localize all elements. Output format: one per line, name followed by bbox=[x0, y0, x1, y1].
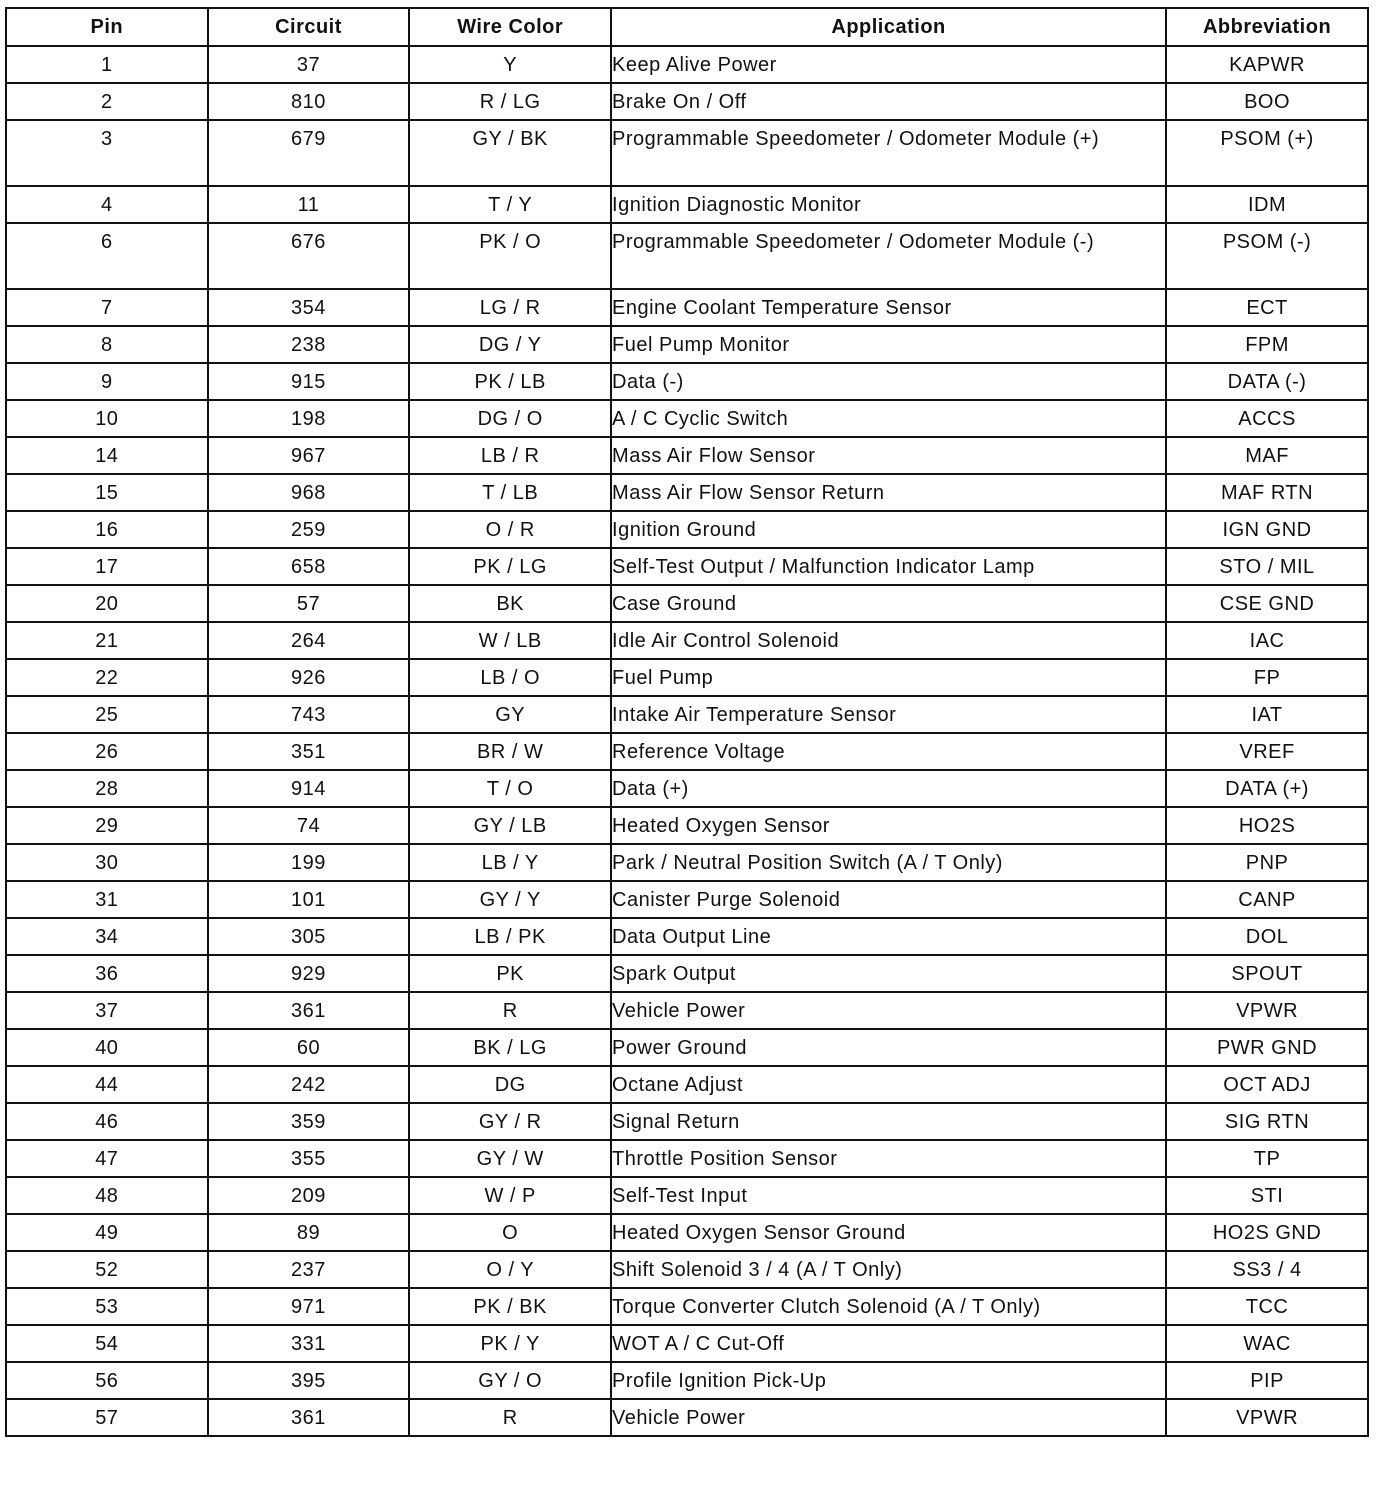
cell-wire-color: PK bbox=[409, 955, 611, 992]
table-row bbox=[6, 1362, 1368, 1399]
cell-circuit: 209 bbox=[208, 1177, 410, 1214]
cell-abbreviation: MAF RTN bbox=[1166, 474, 1368, 511]
cell-application: Vehicle Power bbox=[611, 1399, 1166, 1436]
cell-abbreviation: FP bbox=[1166, 659, 1368, 696]
cell-abbreviation: PNP bbox=[1166, 844, 1368, 881]
cell-application: Throttle Position Sensor bbox=[611, 1140, 1166, 1177]
cell-pin: 22 bbox=[6, 659, 208, 696]
cell-application: Data Output Line bbox=[611, 918, 1166, 955]
cell-application: Idle Air Control Solenoid bbox=[611, 622, 1166, 659]
cell-circuit: 57 bbox=[208, 585, 410, 622]
cell-abbreviation: PIP bbox=[1166, 1362, 1368, 1399]
cell-wire-color: PK / LG bbox=[409, 548, 611, 585]
cell-circuit: 237 bbox=[208, 1251, 410, 1288]
table-row bbox=[6, 585, 1368, 622]
cell-circuit: 101 bbox=[208, 881, 410, 918]
cell-abbreviation: DOL bbox=[1166, 918, 1368, 955]
cell-abbreviation: SIG RTN bbox=[1166, 1103, 1368, 1140]
cell-circuit: 361 bbox=[208, 1399, 410, 1436]
table-row bbox=[6, 992, 1368, 1029]
cell-application: Ignition Diagnostic Monitor bbox=[611, 186, 1166, 223]
cell-pin: 40 bbox=[6, 1029, 208, 1066]
cell-pin: 26 bbox=[6, 733, 208, 770]
table-row bbox=[6, 46, 1368, 83]
cell-wire-color: W / LB bbox=[409, 622, 611, 659]
cell-circuit: 89 bbox=[208, 1214, 410, 1251]
pin-assignment-table bbox=[5, 7, 1369, 1437]
cell-pin: 53 bbox=[6, 1288, 208, 1325]
cell-application: Shift Solenoid 3 / 4 (A / T Only) bbox=[611, 1251, 1166, 1288]
cell-pin: 4 bbox=[6, 186, 208, 223]
cell-wire-color: PK / LB bbox=[409, 363, 611, 400]
cell-wire-color: R bbox=[409, 1399, 611, 1436]
cell-wire-color: PK / BK bbox=[409, 1288, 611, 1325]
table-row bbox=[6, 1066, 1368, 1103]
table-body bbox=[6, 46, 1368, 1436]
header-application: Application bbox=[611, 8, 1166, 46]
cell-abbreviation: IAT bbox=[1166, 696, 1368, 733]
cell-circuit: 971 bbox=[208, 1288, 410, 1325]
cell-wire-color: GY / R bbox=[409, 1103, 611, 1140]
table-row bbox=[6, 186, 1368, 223]
table-row bbox=[6, 733, 1368, 770]
cell-pin: 28 bbox=[6, 770, 208, 807]
cell-circuit: 11 bbox=[208, 186, 410, 223]
cell-abbreviation: STI bbox=[1166, 1177, 1368, 1214]
cell-abbreviation: VPWR bbox=[1166, 1399, 1368, 1436]
table-row bbox=[6, 1140, 1368, 1177]
cell-application: Park / Neutral Position Switch (A / T Only) bbox=[611, 844, 1166, 881]
cell-application: Fuel Pump Monitor bbox=[611, 326, 1166, 363]
cell-wire-color: BK / LG bbox=[409, 1029, 611, 1066]
cell-application: Self-Test Input bbox=[611, 1177, 1166, 1214]
cell-abbreviation: PSOM (-) bbox=[1166, 223, 1368, 289]
table-row bbox=[6, 326, 1368, 363]
cell-pin: 44 bbox=[6, 1066, 208, 1103]
table-row bbox=[6, 363, 1368, 400]
cell-pin: 25 bbox=[6, 696, 208, 733]
cell-pin: 31 bbox=[6, 881, 208, 918]
cell-pin: 3 bbox=[6, 120, 208, 186]
cell-application: Heated Oxygen Sensor bbox=[611, 807, 1166, 844]
table-row bbox=[6, 1103, 1368, 1140]
cell-abbreviation: OCT ADJ bbox=[1166, 1066, 1368, 1103]
cell-circuit: 967 bbox=[208, 437, 410, 474]
cell-abbreviation: TCC bbox=[1166, 1288, 1368, 1325]
cell-abbreviation: VPWR bbox=[1166, 992, 1368, 1029]
cell-application: Case Ground bbox=[611, 585, 1166, 622]
cell-wire-color: BK bbox=[409, 585, 611, 622]
cell-wire-color: R bbox=[409, 992, 611, 1029]
cell-application: Engine Coolant Temperature Sensor bbox=[611, 289, 1166, 326]
cell-circuit: 199 bbox=[208, 844, 410, 881]
cell-wire-color: W / P bbox=[409, 1177, 611, 1214]
table-row bbox=[6, 918, 1368, 955]
cell-pin: 10 bbox=[6, 400, 208, 437]
cell-pin: 57 bbox=[6, 1399, 208, 1436]
cell-abbreviation: TP bbox=[1166, 1140, 1368, 1177]
table-row bbox=[6, 844, 1368, 881]
cell-wire-color: LB / O bbox=[409, 659, 611, 696]
cell-abbreviation: ACCS bbox=[1166, 400, 1368, 437]
cell-pin: 7 bbox=[6, 289, 208, 326]
cell-circuit: 351 bbox=[208, 733, 410, 770]
cell-application: Fuel Pump bbox=[611, 659, 1166, 696]
table-row bbox=[6, 659, 1368, 696]
table-row bbox=[6, 1029, 1368, 1066]
cell-application: Brake On / Off bbox=[611, 83, 1166, 120]
cell-circuit: 679 bbox=[208, 120, 410, 186]
table-row bbox=[6, 1288, 1368, 1325]
cell-pin: 49 bbox=[6, 1214, 208, 1251]
cell-pin: 30 bbox=[6, 844, 208, 881]
cell-abbreviation: MAF bbox=[1166, 437, 1368, 474]
cell-wire-color: GY / W bbox=[409, 1140, 611, 1177]
cell-circuit: 60 bbox=[208, 1029, 410, 1066]
cell-wire-color: DG / O bbox=[409, 400, 611, 437]
cell-wire-color: LG / R bbox=[409, 289, 611, 326]
cell-application: Data (-) bbox=[611, 363, 1166, 400]
cell-pin: 34 bbox=[6, 918, 208, 955]
cell-wire-color: DG / Y bbox=[409, 326, 611, 363]
table-row bbox=[6, 548, 1368, 585]
cell-wire-color: GY bbox=[409, 696, 611, 733]
cell-application: Self-Test Output / Malfunction Indicator Lamp bbox=[611, 548, 1166, 585]
table-row bbox=[6, 696, 1368, 733]
cell-pin: 56 bbox=[6, 1362, 208, 1399]
cell-circuit: 354 bbox=[208, 289, 410, 326]
cell-pin: 54 bbox=[6, 1325, 208, 1362]
cell-circuit: 361 bbox=[208, 992, 410, 1029]
cell-wire-color: LB / PK bbox=[409, 918, 611, 955]
cell-circuit: 242 bbox=[208, 1066, 410, 1103]
cell-wire-color: O / R bbox=[409, 511, 611, 548]
cell-pin: 9 bbox=[6, 363, 208, 400]
cell-wire-color: BR / W bbox=[409, 733, 611, 770]
cell-application: WOT A / C Cut-Off bbox=[611, 1325, 1166, 1362]
cell-application: Vehicle Power bbox=[611, 992, 1166, 1029]
cell-circuit: 743 bbox=[208, 696, 410, 733]
cell-wire-color: DG bbox=[409, 1066, 611, 1103]
cell-circuit: 264 bbox=[208, 622, 410, 659]
cell-application: Heated Oxygen Sensor Ground bbox=[611, 1214, 1166, 1251]
header-circuit: Circuit bbox=[208, 8, 410, 46]
table-row bbox=[6, 622, 1368, 659]
table-row bbox=[6, 437, 1368, 474]
cell-abbreviation: STO / MIL bbox=[1166, 548, 1368, 585]
table-row bbox=[6, 807, 1368, 844]
cell-circuit: 305 bbox=[208, 918, 410, 955]
cell-application: Octane Adjust bbox=[611, 1066, 1166, 1103]
cell-abbreviation: IGN GND bbox=[1166, 511, 1368, 548]
cell-application: Signal Return bbox=[611, 1103, 1166, 1140]
cell-abbreviation: CANP bbox=[1166, 881, 1368, 918]
cell-pin: 47 bbox=[6, 1140, 208, 1177]
cell-pin: 14 bbox=[6, 437, 208, 474]
cell-wire-color: PK / Y bbox=[409, 1325, 611, 1362]
cell-circuit: 355 bbox=[208, 1140, 410, 1177]
cell-application: Data (+) bbox=[611, 770, 1166, 807]
table-row bbox=[6, 289, 1368, 326]
cell-application: Torque Converter Clutch Solenoid (A / T Only) bbox=[611, 1288, 1166, 1325]
cell-abbreviation: WAC bbox=[1166, 1325, 1368, 1362]
cell-abbreviation: IDM bbox=[1166, 186, 1368, 223]
cell-pin: 46 bbox=[6, 1103, 208, 1140]
cell-abbreviation: SS3 / 4 bbox=[1166, 1251, 1368, 1288]
cell-application: Canister Purge Solenoid bbox=[611, 881, 1166, 918]
cell-circuit: 926 bbox=[208, 659, 410, 696]
cell-abbreviation: ECT bbox=[1166, 289, 1368, 326]
cell-abbreviation: BOO bbox=[1166, 83, 1368, 120]
cell-abbreviation: DATA (-) bbox=[1166, 363, 1368, 400]
cell-circuit: 37 bbox=[208, 46, 410, 83]
cell-wire-color: O / Y bbox=[409, 1251, 611, 1288]
table-row bbox=[6, 1325, 1368, 1362]
cell-application: Power Ground bbox=[611, 1029, 1166, 1066]
cell-abbreviation: SPOUT bbox=[1166, 955, 1368, 992]
table-row bbox=[6, 1214, 1368, 1251]
cell-abbreviation: PWR GND bbox=[1166, 1029, 1368, 1066]
cell-circuit: 331 bbox=[208, 1325, 410, 1362]
cell-application: Keep Alive Power bbox=[611, 46, 1166, 83]
header-wire-color: Wire Color bbox=[409, 8, 611, 46]
cell-application: Programmable Speedometer / Odometer Module (+) bbox=[611, 120, 1166, 186]
cell-application: Profile Ignition Pick-Up bbox=[611, 1362, 1166, 1399]
cell-wire-color: T / O bbox=[409, 770, 611, 807]
table-row bbox=[6, 1399, 1368, 1436]
cell-pin: 1 bbox=[6, 46, 208, 83]
cell-application: Mass Air Flow Sensor Return bbox=[611, 474, 1166, 511]
table-row bbox=[6, 511, 1368, 548]
cell-circuit: 238 bbox=[208, 326, 410, 363]
header-pin: Pin bbox=[6, 8, 208, 46]
table-row bbox=[6, 120, 1368, 186]
cell-circuit: 676 bbox=[208, 223, 410, 289]
cell-pin: 2 bbox=[6, 83, 208, 120]
cell-pin: 6 bbox=[6, 223, 208, 289]
table-row bbox=[6, 770, 1368, 807]
cell-wire-color: LB / Y bbox=[409, 844, 611, 881]
cell-pin: 15 bbox=[6, 474, 208, 511]
cell-pin: 37 bbox=[6, 992, 208, 1029]
cell-wire-color: Y bbox=[409, 46, 611, 83]
cell-wire-color: O bbox=[409, 1214, 611, 1251]
cell-circuit: 810 bbox=[208, 83, 410, 120]
cell-pin: 36 bbox=[6, 955, 208, 992]
cell-abbreviation: PSOM (+) bbox=[1166, 120, 1368, 186]
cell-abbreviation: HO2S bbox=[1166, 807, 1368, 844]
table-row bbox=[6, 881, 1368, 918]
cell-circuit: 929 bbox=[208, 955, 410, 992]
cell-circuit: 198 bbox=[208, 400, 410, 437]
cell-pin: 21 bbox=[6, 622, 208, 659]
cell-circuit: 359 bbox=[208, 1103, 410, 1140]
cell-circuit: 74 bbox=[208, 807, 410, 844]
cell-circuit: 259 bbox=[208, 511, 410, 548]
cell-wire-color: R / LG bbox=[409, 83, 611, 120]
cell-application: Spark Output bbox=[611, 955, 1166, 992]
cell-wire-color: GY / Y bbox=[409, 881, 611, 918]
header-abbreviation: Abbreviation bbox=[1166, 8, 1368, 46]
cell-circuit: 395 bbox=[208, 1362, 410, 1399]
table-row bbox=[6, 83, 1368, 120]
table-row bbox=[6, 223, 1368, 289]
cell-wire-color: GY / O bbox=[409, 1362, 611, 1399]
cell-abbreviation: IAC bbox=[1166, 622, 1368, 659]
cell-pin: 8 bbox=[6, 326, 208, 363]
cell-abbreviation: KAPWR bbox=[1166, 46, 1368, 83]
cell-application: A / C Cyclic Switch bbox=[611, 400, 1166, 437]
cell-abbreviation: HO2S GND bbox=[1166, 1214, 1368, 1251]
table-header-row bbox=[6, 8, 1368, 46]
cell-wire-color: T / Y bbox=[409, 186, 611, 223]
cell-circuit: 968 bbox=[208, 474, 410, 511]
cell-pin: 17 bbox=[6, 548, 208, 585]
cell-abbreviation: VREF bbox=[1166, 733, 1368, 770]
table-row bbox=[6, 1177, 1368, 1214]
cell-application: Reference Voltage bbox=[611, 733, 1166, 770]
cell-pin: 29 bbox=[6, 807, 208, 844]
cell-wire-color: GY / BK bbox=[409, 120, 611, 186]
cell-application: Ignition Ground bbox=[611, 511, 1166, 548]
cell-application: Programmable Speedometer / Odometer Module (-) bbox=[611, 223, 1166, 289]
cell-abbreviation: FPM bbox=[1166, 326, 1368, 363]
cell-pin: 20 bbox=[6, 585, 208, 622]
table-row bbox=[6, 400, 1368, 437]
cell-pin: 48 bbox=[6, 1177, 208, 1214]
cell-abbreviation: CSE GND bbox=[1166, 585, 1368, 622]
table-row bbox=[6, 474, 1368, 511]
cell-circuit: 915 bbox=[208, 363, 410, 400]
cell-wire-color: PK / O bbox=[409, 223, 611, 289]
cell-abbreviation: DATA (+) bbox=[1166, 770, 1368, 807]
table-row bbox=[6, 1251, 1368, 1288]
cell-application: Intake Air Temperature Sensor bbox=[611, 696, 1166, 733]
cell-application: Mass Air Flow Sensor bbox=[611, 437, 1166, 474]
cell-circuit: 914 bbox=[208, 770, 410, 807]
cell-wire-color: LB / R bbox=[409, 437, 611, 474]
table-row bbox=[6, 955, 1368, 992]
cell-pin: 52 bbox=[6, 1251, 208, 1288]
cell-pin: 16 bbox=[6, 511, 208, 548]
cell-circuit: 658 bbox=[208, 548, 410, 585]
cell-wire-color: T / LB bbox=[409, 474, 611, 511]
cell-wire-color: GY / LB bbox=[409, 807, 611, 844]
